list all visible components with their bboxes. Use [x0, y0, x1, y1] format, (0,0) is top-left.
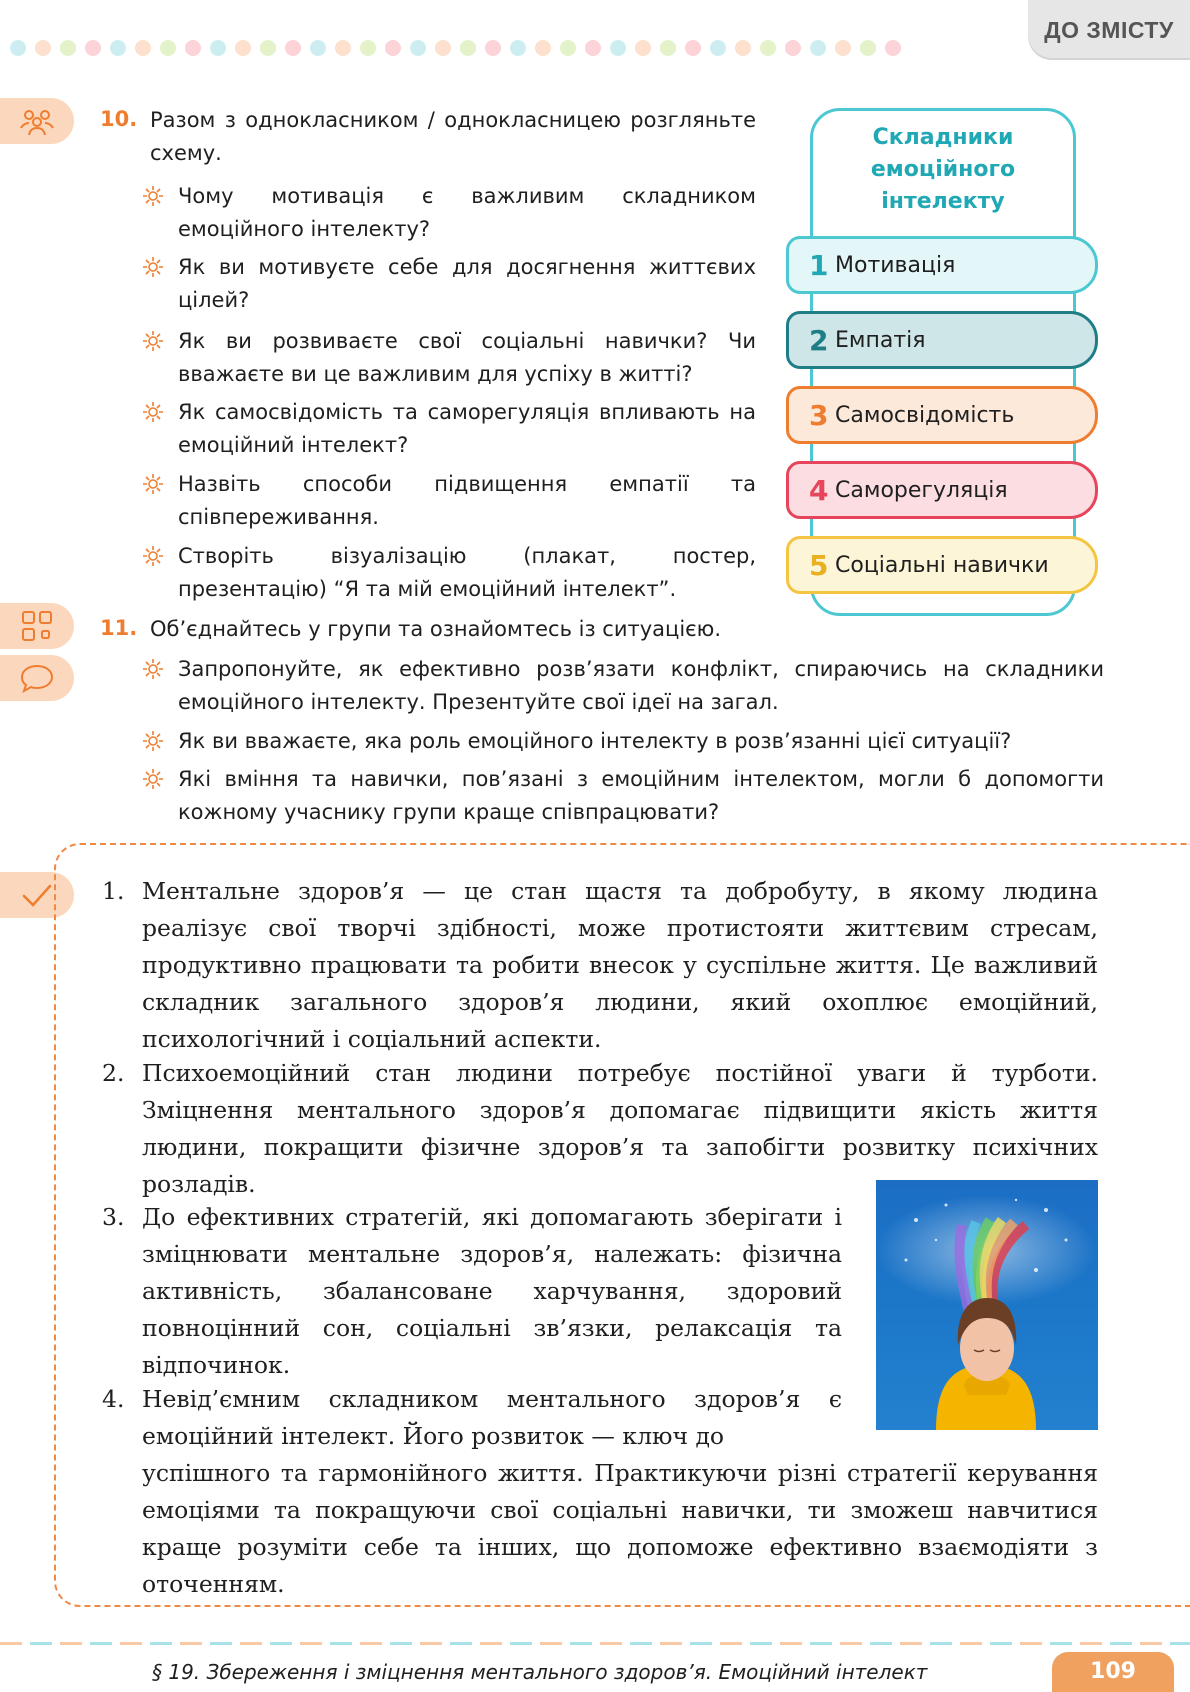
schema-item-self-awareness: 3 Самосвідомість	[786, 386, 1098, 444]
schema-item-social-skills: 5 Соціальні навички	[786, 536, 1098, 594]
sun-bullet-icon	[142, 763, 178, 829]
footer-divider	[0, 1642, 1190, 1645]
sun-bullet-icon	[142, 325, 178, 391]
summary-point: Психоемоційний стан людини потребує постійної уваги й турботи. Зміцнення ментального здоров’я допомагає підвищити якість життя людини, покращити фізичне здоров’я та запобігти розвитку психічних розладів.	[142, 1059, 1098, 1198]
task-10-bullet: Як самосвідомість та саморегуляція впливають на емоційний інтелект?	[142, 396, 756, 462]
summary-number: 4.	[102, 1385, 125, 1413]
task-10-bullet: Чому мотивація є важливим складником емоційного інтелекту?	[142, 180, 756, 246]
schema-item-empathy: 2 Емпатія	[786, 311, 1098, 369]
summary-point-continued: успішного та гармонійного життя. Практикуючи різні стратегії керування емоціями та покращуючи свої соціальні навички, ти зможеш навчитися краще розуміти себе та інших, що допоможе ефективно взаємодіяти з оточенням.	[142, 1459, 1098, 1598]
task-11-number: 11.	[100, 616, 138, 640]
sun-bullet-icon	[142, 725, 178, 758]
task-10-number: 10.	[100, 107, 138, 131]
sun-bullet-icon	[142, 396, 178, 462]
discussion-bubble-icon	[0, 655, 74, 701]
task-11-bullet: Запропонуйте, як ефективно розв’язати конфлікт, спираючись на складники емоційного інтелекту. Презентуйте свої ідеї на загал.	[142, 653, 1104, 719]
page-number: 109	[1052, 1652, 1174, 1692]
summary-point: До ефективних стратегій, які допомагають зберігати і зміцнювати ментальне здоров’я, належать: фізична активність, збалансоване харчування, здоровий повноцінний сон, соціальні зв’язки, релаксація та відпочинок.	[142, 1203, 842, 1379]
summary-number: 3.	[102, 1203, 125, 1231]
pair-work-icon	[0, 98, 74, 144]
task-10-bullet: Назвіть способи підвищення емпатії та співпереживання.	[142, 468, 756, 534]
summary-point: Невід’ємним складником ментального здоров’я є емоційний інтелект. Його розвиток — ключ до	[142, 1385, 842, 1450]
schema-item-self-regulation: 4 Саморегуляція	[786, 461, 1098, 519]
summary-point: Ментальне здоров’я — це стан щастя та добробуту, в якому людина реалізує свої творчі здібності, може протистояти життєвим стресам, продуктивно працювати та робити внесок у суспільне життя. Це важливий складник загального здоров’я людини, який охоплює емоційний, психологічний і соціальний аспекти.	[142, 877, 1098, 1053]
task-11-bullet: Які вміння та навички, пов’язані з емоційним інтелектом, могли б допомогти кожному учаснику групи краще співпрацювати?	[142, 763, 1104, 829]
task-10-bullet: Створіть візуалізацію (плакат, постер, презентацію) “Я та мій емоційний інтелект”.	[142, 540, 756, 606]
task-10-bullet: Як ви розвиваєте свої соціальні навички? Чи вважаєте ви це важливим для успіху в житті?	[142, 325, 756, 391]
summary-number: 2.	[102, 1059, 125, 1087]
task-11-bullet: Як ви вважаєте, яка роль емоційного інтелекту в розв’язанні цієї ситуації?	[142, 725, 1104, 758]
sun-bullet-icon	[142, 653, 178, 719]
task-10-bullet: Як ви мотивуєте себе для досягнення життєвих цілей?	[142, 251, 756, 317]
sun-bullet-icon	[142, 468, 178, 534]
group-work-icon	[0, 603, 74, 649]
table-of-contents-button[interactable]: ДО ЗМІСТУ	[1028, 0, 1190, 60]
sun-bullet-icon	[142, 251, 178, 317]
sun-bullet-icon	[142, 180, 178, 246]
schema-title: Складники емоційного інтелекту	[870, 125, 1016, 214]
task-10-intro: Разом з однокласником / однокласницею розгляньте схему.	[150, 108, 756, 165]
schema-item-motivation: 1 Мотивація	[786, 236, 1098, 294]
task-11-intro: Об’єднайтесь у групи та ознайомтесь із ситуацією.	[150, 617, 722, 641]
footer-section-title: § 19. Збереження і зміцнення ментального здоров’я. Емоційний інтелект	[152, 1660, 928, 1684]
sun-bullet-icon	[142, 540, 178, 606]
summary-number: 1.	[102, 877, 125, 905]
decorative-dot-row	[10, 40, 1020, 56]
woman-rainbow-photo	[876, 1180, 1098, 1430]
